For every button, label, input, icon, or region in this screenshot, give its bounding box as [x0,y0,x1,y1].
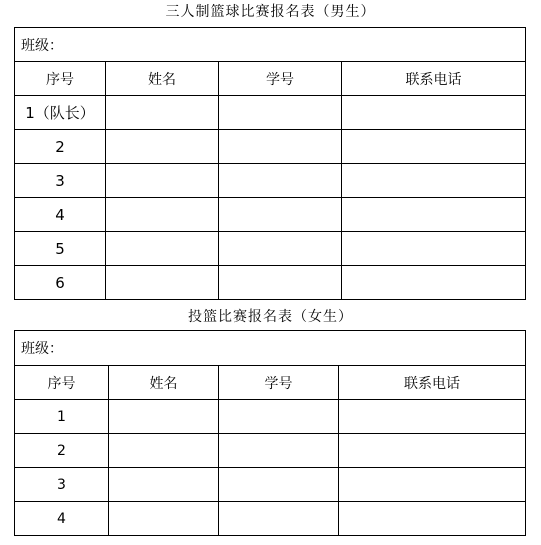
column-header-phone: 联系电话 [342,62,526,96]
phone-cell[interactable] [339,400,526,434]
row-index: 3 [15,468,109,502]
name-cell[interactable] [106,198,219,232]
table-row [15,164,526,198]
row-index: 2 [15,130,106,164]
table-row [15,468,526,502]
row-index: 4 [15,502,109,536]
student-id-cell[interactable] [219,164,342,198]
phone-cell[interactable] [339,434,526,468]
row-index: 1（队长） [15,96,106,130]
student-id-cell[interactable] [219,502,339,536]
column-header-index: 序号 [15,366,109,400]
table-row [15,400,526,434]
name-cell[interactable] [109,434,219,468]
table-row [15,130,526,164]
student-id-cell[interactable] [219,198,342,232]
registration-table-shooting-women [14,330,526,536]
phone-cell[interactable] [342,96,526,130]
class-row [15,28,526,62]
name-cell[interactable] [106,96,219,130]
table-row [15,434,526,468]
phone-cell[interactable] [342,130,526,164]
column-header-name: 姓名 [106,62,219,96]
row-index: 5 [15,232,106,266]
phone-cell[interactable] [339,468,526,502]
row-index: 1 [15,400,109,434]
student-id-cell[interactable] [219,232,342,266]
name-cell[interactable] [106,232,219,266]
row-index: 3 [15,164,106,198]
form-title-basketball-3v3-men: 三人制篮球比赛报名表（男生） [165,4,376,20]
phone-cell[interactable] [339,502,526,536]
student-id-cell[interactable] [219,434,339,468]
name-cell[interactable] [106,266,219,300]
phone-cell[interactable] [342,198,526,232]
header-row [15,62,526,96]
phone-cell[interactable] [342,164,526,198]
form-title-shooting-women: 投篮比赛报名表（女生） [188,309,353,325]
column-header-student-id: 学号 [219,366,339,400]
row-index: 4 [15,198,106,232]
phone-cell[interactable] [342,266,526,300]
column-header-student-id: 学号 [219,62,342,96]
student-id-cell[interactable] [219,400,339,434]
table-row [15,266,526,300]
name-cell[interactable] [109,400,219,434]
row-index: 2 [15,434,109,468]
header-row [15,366,526,400]
registration-table-3v3-men [14,27,526,300]
student-id-cell[interactable] [219,96,342,130]
name-cell[interactable] [106,130,219,164]
name-cell[interactable] [109,468,219,502]
table-row [15,198,526,232]
column-header-index: 序号 [15,62,106,96]
table-row [15,502,526,536]
name-cell[interactable] [109,502,219,536]
table-row [15,96,526,130]
table-row [15,232,526,266]
class-field[interactable]: 班级： [15,28,526,62]
student-id-cell[interactable] [219,266,342,300]
phone-cell[interactable] [342,232,526,266]
class-row [15,331,526,366]
column-header-name: 姓名 [109,366,219,400]
student-id-cell[interactable] [219,130,342,164]
name-cell[interactable] [106,164,219,198]
row-index: 6 [15,266,106,300]
student-id-cell[interactable] [219,468,339,502]
column-header-phone: 联系电话 [339,366,526,400]
class-field[interactable]: 班级： [15,331,526,366]
